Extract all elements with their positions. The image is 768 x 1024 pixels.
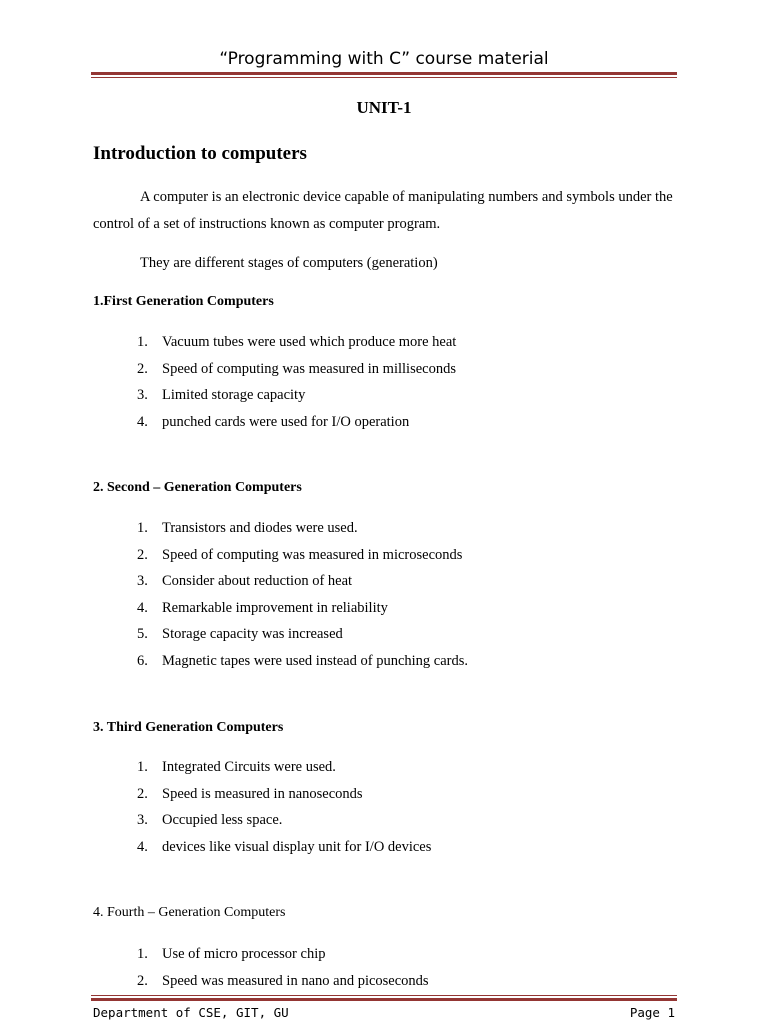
- list-item-text: Limited storage capacity: [162, 387, 306, 404]
- list-item-text: devices like visual display unit for I/O devices: [162, 838, 432, 855]
- list-item-text: Integrated Circuits were used.: [162, 759, 336, 775]
- list-item: [137, 971, 429, 998]
- header-rule-thin: [91, 77, 677, 78]
- second-generation-heading: 2. Second – Generation Computers: [93, 480, 302, 495]
- list-item-text: Speed was measured in nano and picoseconds: [162, 972, 429, 989]
- list-item-text: Remarkable improvement in reliability: [162, 599, 388, 616]
- footer-rule-thick: [91, 998, 677, 1001]
- list-item-number: 2.: [137, 972, 148, 989]
- page-header-title: “Programming with C” course material: [219, 49, 549, 69]
- list-item-text: Occupied less space.: [162, 812, 283, 829]
- list-item: [137, 412, 456, 439]
- list-item: [137, 651, 468, 678]
- list-item: [137, 810, 431, 837]
- list-item-text: Speed of computing was measured in milliseconds: [162, 360, 456, 377]
- list-item: [137, 624, 468, 651]
- list-item: [137, 598, 468, 625]
- list-item-number: 1.: [137, 946, 148, 962]
- stages-paragraph: [93, 250, 678, 277]
- second-generation-list: [137, 518, 468, 678]
- list-item: [137, 545, 468, 572]
- list-item-number: 4.: [137, 599, 148, 616]
- list-item-number: 2.: [137, 546, 148, 563]
- list-item: [137, 571, 468, 598]
- list-item: [137, 784, 431, 811]
- list-item-text: Storage capacity was increased: [162, 626, 343, 643]
- list-item-text: Transistors and diodes were used.: [162, 520, 358, 536]
- list-item-number: 6.: [137, 652, 148, 669]
- list-item-number: 2.: [137, 785, 148, 802]
- first-generation-list: [137, 332, 456, 438]
- list-item: [137, 518, 468, 545]
- list-item-text: Speed of computing was measured in microseconds: [162, 546, 463, 563]
- fourth-generation-list: [137, 944, 429, 997]
- list-item-number: 3.: [137, 573, 148, 590]
- list-item-text: punched cards were used for I/O operation: [162, 413, 410, 430]
- section-title: Introduction to computers: [93, 143, 307, 164]
- unit-title: UNIT-1: [356, 98, 412, 117]
- intro-paragraph: [93, 184, 678, 237]
- list-item: [137, 837, 431, 864]
- list-item-text: Speed is measured in nanoseconds: [162, 785, 363, 802]
- list-item-text: Use of micro processor chip: [162, 946, 326, 962]
- fourth-generation-heading: 4. Fourth – Generation Computers: [93, 905, 286, 920]
- list-item-number: 5.: [137, 626, 148, 643]
- footer-page-number: Page 1: [629, 1005, 675, 1020]
- footer-rule-thin: [91, 995, 677, 996]
- list-item-number: 1.: [137, 334, 148, 350]
- list-item: [137, 385, 456, 412]
- list-item-number: 3.: [137, 812, 148, 829]
- list-item: [137, 332, 456, 359]
- footer-department: Department of CSE, GIT, GU: [93, 1005, 289, 1020]
- list-item-text: Vacuum tubes were used which produce more heat: [162, 334, 457, 350]
- list-item-number: 1.: [137, 520, 148, 536]
- intro-paragraph-text: A computer is an electronic device capable of manipulating numbers and symbols under the control of a set of instructions known as computer program.: [93, 189, 673, 232]
- list-item: [137, 757, 431, 784]
- list-item-number: 4.: [137, 838, 148, 855]
- third-generation-heading: 3. Third Generation Computers: [93, 720, 284, 735]
- list-item-number: 4.: [137, 413, 148, 430]
- third-generation-list: [137, 757, 431, 863]
- stages-paragraph-text: They are different stages of computers (generation): [140, 255, 438, 271]
- list-item-number: 2.: [137, 360, 148, 377]
- list-item-text: Magnetic tapes were used instead of punching cards.: [162, 652, 469, 669]
- header-rule-thick: [91, 72, 677, 75]
- list-item-number: 3.: [137, 387, 148, 404]
- list-item: [137, 944, 429, 971]
- list-item: [137, 359, 456, 386]
- list-item-text: Consider about reduction of heat: [162, 573, 353, 590]
- first-generation-heading: 1.First Generation Computers: [93, 294, 274, 309]
- list-item-number: 1.: [137, 759, 148, 775]
